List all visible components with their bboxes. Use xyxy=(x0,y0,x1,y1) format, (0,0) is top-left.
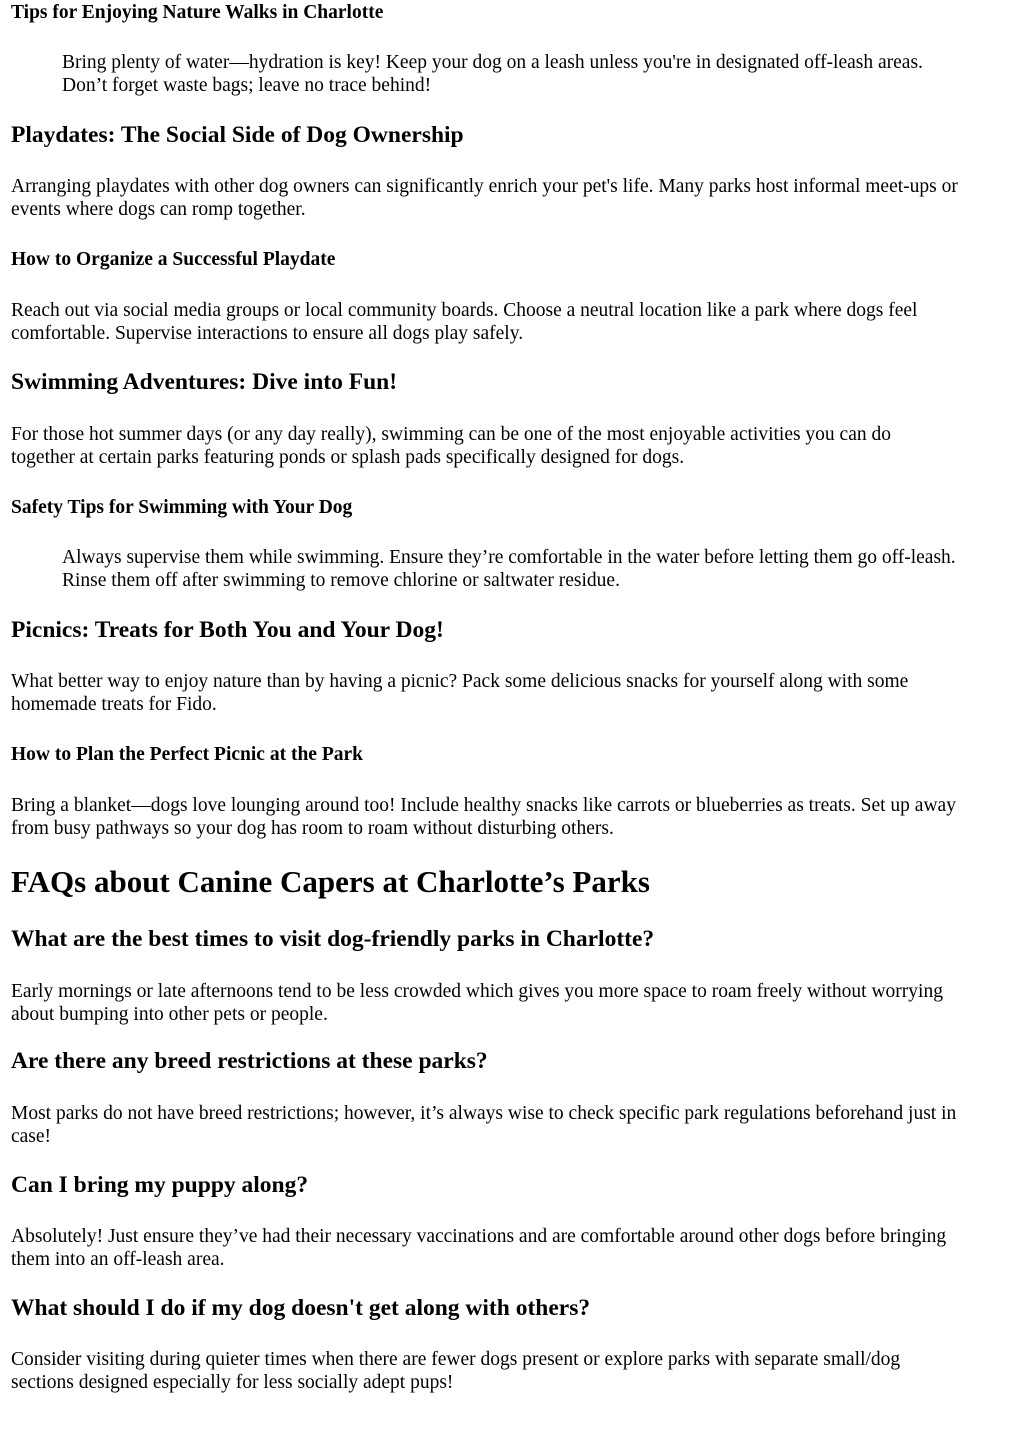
heading-plan-picnic: How to Plan the Perfect Picnic at the Park xyxy=(11,744,363,765)
paragraph-line: Bring a blanket—dogs love lounging around too! Include healthy snacks like carrots or blueberries as treats. Set up away xyxy=(11,795,956,816)
paragraph-line: comfortable. Supervise interactions to ensure all dogs play safely. xyxy=(11,323,524,344)
faq-answer xyxy=(11,1348,1016,1394)
faq-answer xyxy=(11,980,1016,1026)
paragraph-swimming xyxy=(11,423,1016,469)
answer-line: Early mornings or late afternoons tend to be less crowded which gives you more space to roam freely without worrying xyxy=(11,981,943,1002)
quote-line: Always supervise them while swimming. Ensure they’re comfortable in the water before letting them go off-leash. xyxy=(62,547,956,568)
blockquote-swimming-safety xyxy=(62,546,1016,592)
heading-faq: FAQs about Canine Capers at Charlotte’s Parks xyxy=(11,864,650,899)
answer-line: them into an off-leash area. xyxy=(11,1249,225,1270)
answer-line: case! xyxy=(11,1126,52,1147)
paragraph-line: What better way to enjoy nature than by having a picnic? Pack some delicious snacks for yourself along with some xyxy=(11,671,909,692)
paragraph-line: together at certain parks featuring ponds or splash pads specifically designed for dogs. xyxy=(11,447,685,468)
faq-question: What are the best times to visit dog-friendly parks in Charlotte? xyxy=(11,926,655,952)
quote-line: Bring plenty of water—hydration is key! Keep your dog on a leash unless you're in designated off-leash areas. xyxy=(62,52,923,73)
heading-picnics: Picnics: Treats for Both You and Your Dog! xyxy=(11,617,444,643)
answer-line: Consider visiting during quieter times when there are fewer dogs present or explore parks with separate small/dog xyxy=(11,1349,901,1370)
faq-question: What should I do if my dog doesn't get along with others? xyxy=(11,1295,591,1321)
heading-nature-walk-tips: Tips for Enjoying Nature Walks in Charlotte xyxy=(11,2,384,23)
quote-line: Rinse them off after swimming to remove chlorine or saltwater residue. xyxy=(62,570,620,591)
faq-question: Can I bring my puppy along? xyxy=(11,1172,309,1198)
quote-line: Don’t forget waste bags; leave no trace behind! xyxy=(62,75,432,96)
blockquote-nature-walk-tips xyxy=(62,51,1016,97)
paragraph-line: For those hot summer days (or any day really), swimming can be one of the most enjoyable activities you can do xyxy=(11,424,891,445)
heading-swimming: Swimming Adventures: Dive into Fun! xyxy=(11,369,398,395)
heading-swimming-safety: Safety Tips for Swimming with Your Dog xyxy=(11,497,353,518)
paragraph-line: events where dogs can romp together. xyxy=(11,199,306,220)
answer-line: Absolutely! Just ensure they’ve had their necessary vaccinations and are comfortable around other dogs before bringing xyxy=(11,1226,947,1247)
answer-line: about bumping into other pets or people. xyxy=(11,1004,328,1025)
paragraph-plan-picnic xyxy=(11,794,1016,840)
answer-line: sections designed especially for less socially adept pups! xyxy=(11,1372,454,1393)
paragraph-line: from busy pathways so your dog has room to roam without disturbing others. xyxy=(11,818,614,839)
faq-question: Are there any breed restrictions at these parks? xyxy=(11,1048,488,1074)
heading-organize-playdate: How to Organize a Successful Playdate xyxy=(11,249,336,270)
paragraph-line: homemade treats for Fido. xyxy=(11,694,217,715)
faq-answer xyxy=(11,1225,1016,1271)
paragraph-line: Reach out via social media groups or local community boards. Choose a neutral location like a park where dogs feel xyxy=(11,300,918,321)
paragraph-line: Arranging playdates with other dog owners can significantly enrich your pet's life. Many parks host informal meet-ups or xyxy=(11,176,958,197)
answer-line: Most parks do not have breed restrictions; however, it’s always wise to check specific park regulations beforehand just in xyxy=(11,1103,957,1124)
faq-answer xyxy=(11,1102,1016,1148)
heading-playdates: Playdates: The Social Side of Dog Ownership xyxy=(11,122,464,148)
paragraph-playdates xyxy=(11,175,1016,221)
paragraph-picnics xyxy=(11,670,1016,716)
paragraph-organize-playdate xyxy=(11,299,1016,345)
